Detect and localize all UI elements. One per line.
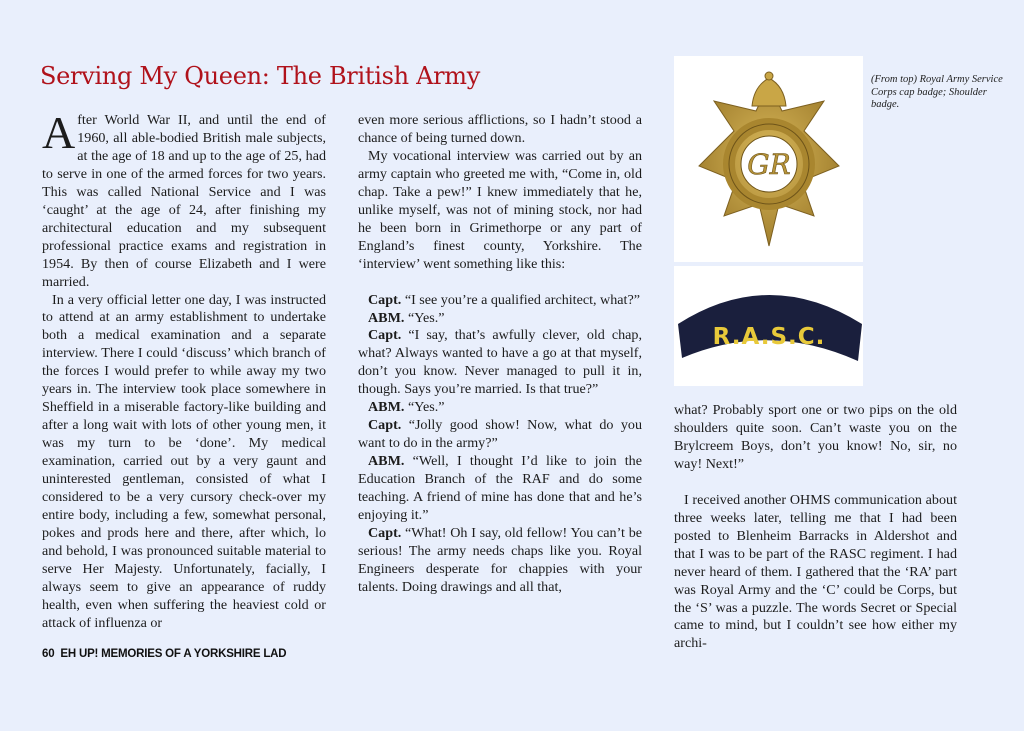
badge-monogram: GR: [747, 148, 791, 181]
shoulder-badge-icon: [674, 266, 863, 386]
text-column-2: [358, 112, 642, 597]
book-title: EH UP! MEMORIES OF A YORKSHIRE LAD: [60, 648, 287, 660]
figure-caption: (From top) Royal Army Service Corps cap badge; Shoulder badge.: [871, 74, 1003, 110]
line-text: “Jolly good show! Now, what do you want to do in the army?”: [358, 417, 642, 452]
shoulder-badge-text: R.A.S.C.: [712, 324, 826, 350]
dialogue-line: [358, 417, 642, 453]
speaker: Capt.: [368, 327, 402, 344]
paragraph: what? Probably sport one or two pips on the old shoulders quite soon. Can’t waste you on the Brylcreem Boys, don’t you know! No, sir, no way! Next!”: [674, 402, 957, 472]
badge-crown: [752, 78, 786, 106]
line-text: “Yes.”: [407, 309, 445, 326]
line-text: “What! Oh I say, old fellow! You can’t be serious! The army needs chaps like you. Royal Engineers desperate for chappies with your talents. Doing drawings and all that,: [358, 524, 642, 595]
text-column-1: [42, 107, 326, 633]
dialogue-line: [358, 310, 642, 328]
drop-cap: A: [42, 107, 76, 158]
dialogue-line: [358, 525, 642, 597]
line-text: “Yes.”: [407, 399, 445, 416]
paragraph: In a very official letter one day, I was instructed to attend at an army establishment to undertake both a medical examination and a separate interview. There I could ‘discuss’ which branch of the forces I would prefer to while away my two years in. The interview took place somewhere in Sheffield in a miserable factory-like building and after a long wait with lots of other young men, it was my turn to be ‘done’. My medical examination, carried out by a very gaunt and uninterested gentleman, consisted of what I considered to be a very cursory check-over my entire body, including a few, somewhat personal, pokes and prods here and there, after which, lo and behold, I was pronounced suitable material to serve Her Majesty. Unfortunately, facially, I always seem to give an appearance of ruddy health, even when suffering the heaviest cold or attack of influenza or: [42, 291, 326, 631]
line-text: “I say, that’s awfully clever, old chap, what? Always wanted to have a go at that myself, don’t you know. Never managed to pull it in, though. Says you’re married. Is that true?”: [358, 327, 642, 398]
speaker: ABM.: [368, 309, 405, 326]
text-column-3: [674, 402, 957, 653]
speaker: Capt.: [368, 417, 402, 434]
dialogue-line: [358, 327, 642, 399]
cap-badge-photo: [674, 56, 863, 262]
cap-badge-icon: [674, 56, 863, 262]
paragraph: even more serious afflictions, so I hadn’t stood a chance of being turned down.: [358, 112, 642, 146]
speaker: Capt.: [368, 524, 402, 541]
page-footer: [42, 648, 286, 660]
speaker: ABM.: [368, 399, 405, 416]
paragraph: [42, 107, 326, 292]
dialogue-line: [358, 453, 642, 525]
dialogue: [358, 292, 642, 597]
paragraph-text: fter World War II, and until the end of 1960, all able-bodied British male subjects, at the age of 18 and up to the age of 25, had to serve in one of the armed forces for two years. This was called National Service and I was ‘caught’ at the age of 24, after finishing my architectural education and my subsequent professional practice exams and registration in 1954. By then of course Elizabeth and I were married.: [42, 112, 326, 290]
page-number: 60: [42, 648, 55, 660]
shoulder-badge-photo: [674, 266, 863, 386]
dialogue-line: [358, 292, 642, 310]
line-text: “I see you’re a qualified architect, what?”: [404, 291, 640, 308]
paragraph: My vocational interview was carried out by an army captain who greeted me with, “Come in, old chap. Take a pew!” I knew immediately that he, unlike myself, was not of mining stock, nor had he been born in Grimethorpe or any part of England’s finest county, Yorkshire. The ‘interview’ went something like this:: [358, 147, 642, 272]
article-title: Serving My Queen: The British Army: [40, 62, 480, 90]
paragraph: I received another OHMS communication about three weeks later, telling me that I had been posted to Blenheim Barracks in Aldershot and that I was to be part of the RASC regiment. I had never heard of them. I gathered that the ‘RA’ part was Royal Army and the ‘C’ could be Corps, but the ‘S’ was a puzzle. The words Secret or Special came to mind, but I couldn’t see how either my archi-: [674, 491, 957, 652]
speaker: ABM.: [368, 453, 405, 470]
line-text: “Well, I thought I’d like to join the Education Branch of the RAF and do some teaching. A friend of mine has done that and he’s enjoying it.”: [358, 453, 642, 524]
speaker: Capt.: [368, 291, 402, 308]
dialogue-line: [358, 399, 642, 417]
